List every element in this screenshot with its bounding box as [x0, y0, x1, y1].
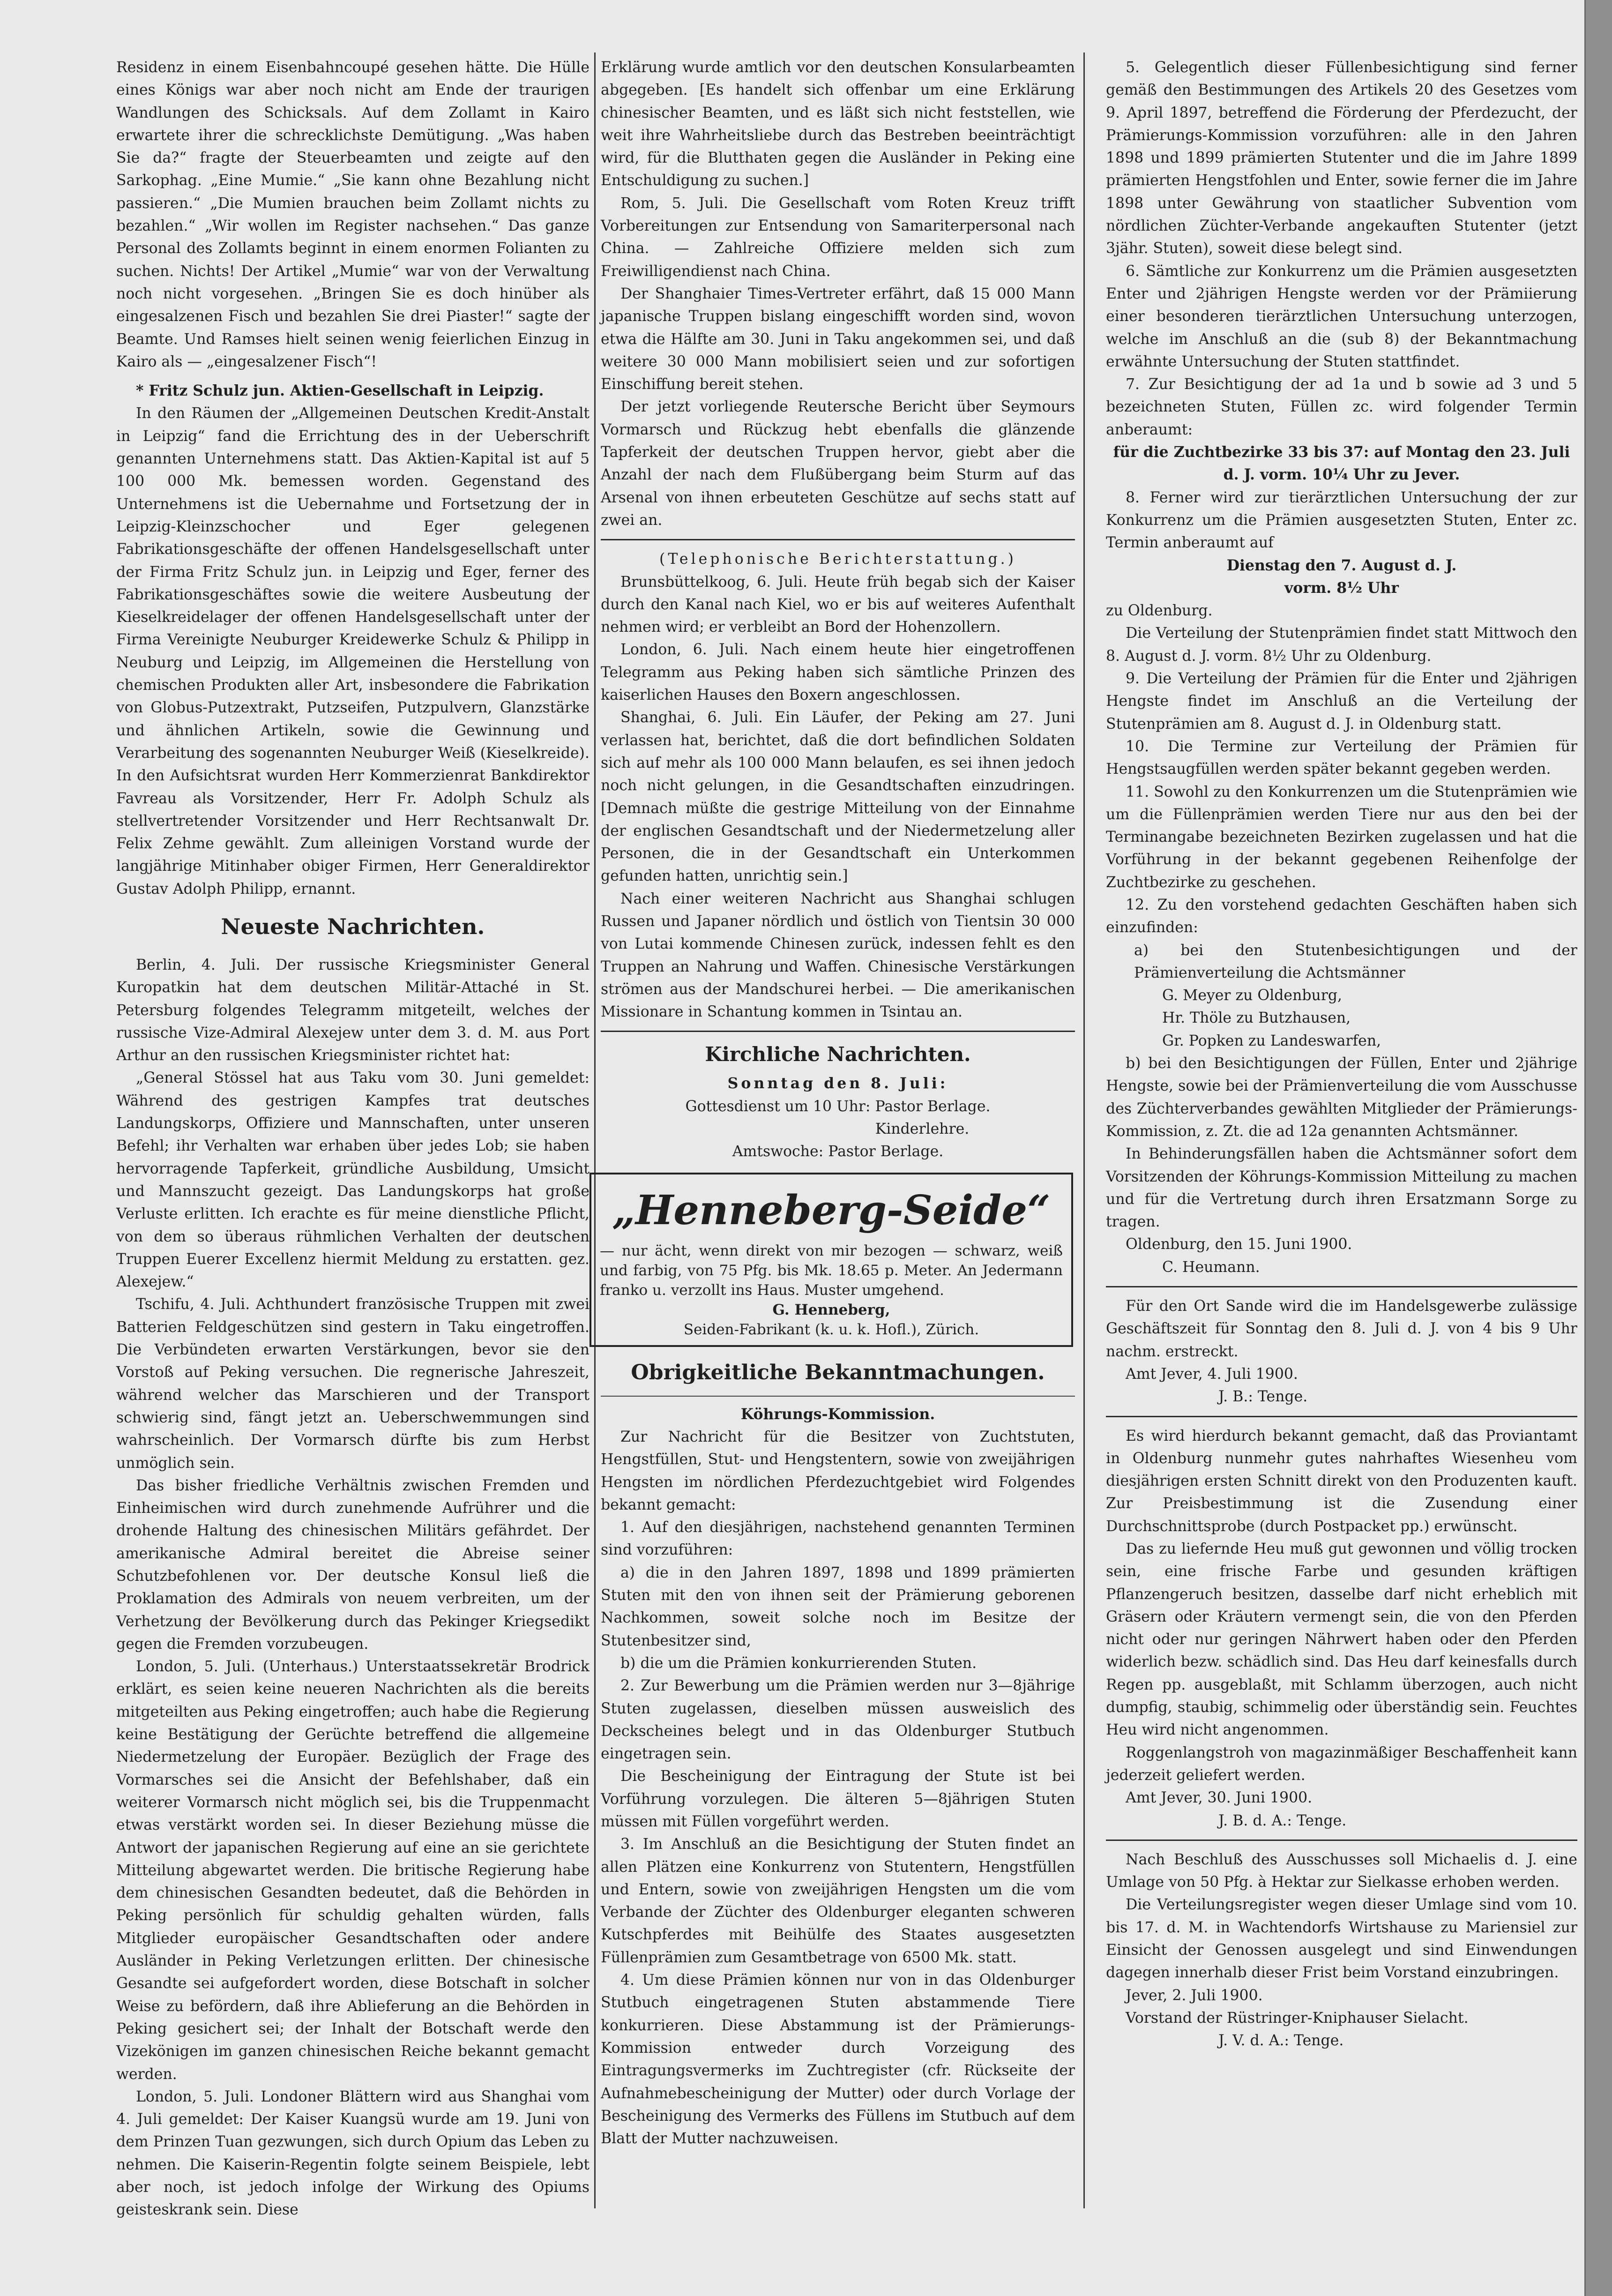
notice-8-place: zu Oldenburg.	[1106, 602, 1213, 620]
divider	[1106, 1840, 1577, 1841]
page-edge	[1584, 0, 1612, 2296]
ad-title: „Henneberg-Seide“	[612, 1186, 1051, 1234]
commission-heading: Köhrungs-Kommission.	[740, 1405, 935, 1423]
article-london-1: London, 5. Juli. (Unterhaus.) Unterstaatssekretär Brodrick erklärt, es seien keine neueren Nachrichten als die bereits mitgeteilten aus Peking eingetroffen; auch habe die Regierung keine Bestätigung der Gerüchte betreffend die allgemeine Niedermetzelung der Europäer. Bezüglich der Frage des Vormarsches sei die Ansicht der Befehlshaber, daß ein weiterer Vormarsch nicht möglich sei, bis die Truppenmacht etwas verstärkt worden sei. In dieser Beziehung müsse die Antwort der japanischen Regierung auf eine an sie gerichtete Mitteilung abgewartet werden. Die britische Regierung habe dem chinesischen Gesandten bedeutet, daß die Behörden in Peking persönlich für schuldig gehalten würden, falls Mitglieder europäischer Gesandtschaften oder andere Ausländer in Peking Verletzungen erlitten. Der chinesische Gesandte sei aufgefordert worden, diese Botschaft in solcher Weise zu befördern, daß ihre Ablieferung an die Behörden in Peking gesichert sei; der Inhalt der Botschaft werde den Vizekönigen im ganzen chinesischen Reiche bekannt gemacht werden.	[116, 1658, 590, 2083]
article-friedlich: Das bisher friedliche Verhältnis zwischen Fremden und Einheimischen wird durch zunehmende Aufrührer und die drohende Haltung des chinesischen Militärs gefährdet. Der amerikanische Admiral bereitet die Abreise seiner Schutzbefohlenen vor. Der deutsche Konsul ließ die Proklamation des Admirals von neuem verbreiten, um der Verhetzung der Bevölkerung durch das Pekinger Kriegsedikt gegen die Fremden vorzubeugen.	[116, 1477, 590, 1653]
name-thoele: Hr. Thöle zu Butzhausen,	[1162, 1010, 1351, 1027]
column-left	[116, 56, 590, 2221]
ad-text: — nur ächt, wenn direkt von mir bezogen — schwarz, weiß und farbig, von 75 Pfg. bis Mk. 18.65 p. Meter. An Jedermann franko u. verzollt ins Haus. Muster umgehend.	[600, 1242, 1063, 1299]
divider	[601, 539, 1075, 540]
article-shanghaier: Der Shanghaier Times-Vertreter erfährt, daß 15 000 Mann japanische Truppen bislang eingeschifft worden sind, wovon etwa die Hälfte am 30. Juni in Taku angekommen sei, und daß weitere 30 000 Mann mobilisiert seien und zur sofortigen Einschiffung bereit stehen.	[601, 285, 1075, 393]
notice-sign-4a: Vorstand der Rüstringer-Kniphauser Sielacht.	[1126, 2009, 1469, 2027]
section-heading-church: Kirchliche Nachrichten.	[705, 1043, 971, 1066]
article-continuation: Residenz in einem Eisenbahncoupé gesehen hätte. Die Hülle eines Königs war aber noch nicht am Ende der traurigen Wandlungen des Schicksals. Auf dem Zollamt in Kairo erwartete ihrer die schrecklichste Demütigung. „Was haben Sie da?“ fragte der Steuerbeamten und zeigte auf den Sarkophag. „Eine Mumie.“ „Sie kann ohne Bezahlung nicht passieren.“ „Die Mumien brauchen beim Zollamt nichts zu bezahlen.“ „Wir wollen im Register nachsehen.“ Das ganze Personal des Zollamts beginnt in einem enormen Folianten zu suchen. Nichts! Der Artikel „Mumie“ war von der Verwaltung noch nicht vorgesehen. „Bringen Sie es doch hinüber als eingesalzenen Fisch und bezahlen Sie drei Piaster!“ sagte der Beamte. Und Ramses hielt seinen wenig feierlichen Einzug in Kairo als — „eingesalzener Fisch“!	[116, 59, 590, 370]
ad-name: G. Henneberg,	[772, 1301, 890, 1318]
article-berlin: Berlin, 4. Juli. Der russische Kriegsminister General Kuropatkin hat dem deutschen Militär-Attaché in St. Petersburg folgendes Telegramm mitgeteilt, welches der russische Vize-Admiral Alexejew unter dem 3. d. M. aus Port Arthur an den russischen Kriegsminister richtet hat:	[116, 956, 590, 1064]
notice-date-3: Amt Jever, 30. Juni 1900.	[1126, 1789, 1313, 1807]
notice-sign-4b: J. V. d. A.: Tenge.	[1218, 2032, 1344, 2049]
column-middle	[601, 56, 1075, 2150]
notice-roggen: Roggenlangstroh von magazinmäßiger Beschaffenheit kann jederzeit geliefert werden.	[1106, 1744, 1577, 1784]
article-shanghai: Shanghai, 6. Juli. Ein Läufer, der Peking am 27. Juni verlassen hat, berichtet, daß die dort befindlichen Soldaten sich auf mehr als 100 000 Mann belaufen, es sei ihnen jedoch noch nicht gelungen, in die Gesandtschaften einzudringen. [Demnach müßte die gestrige Mitteilung von der Einnahme der englischen Gesandtschaft und der Niedermetzelung aller Personen, die in der Gesandtschaft ein Unterkommen gefunden hatten, unrichtig sein.]	[601, 709, 1075, 885]
notice-date-2: Amt Jever, 4. Juli 1900.	[1126, 1365, 1298, 1383]
notice-12b: b) bei den Besichtigungen der Füllen, Enter und 2jährige Hengste, sowie bei der Prämienverteilung die vom Ausschusse des Züchterverbandes gewählten Mitglieder der Prämierungs-Kommission, z. Zt. die ad 12a genannten Achtsmänner.	[1106, 1055, 1577, 1140]
divider	[1106, 1286, 1577, 1287]
notice-3: 3. Im Anschluß an die Besichtigung der Stuten findet an allen Plätzen eine Konkurrenz von Stutentern, Hengstfüllen und Entern, sowie von zweijährigen Hengsten um die vom Verbande der Züchter des Oldenburger eleganten schweren Kutschpferdes mit Beihülfe des Staates ausgesetzten Füllenprämien zum Gesamtbetrage von 6500 Mk. statt.	[601, 1836, 1075, 1966]
notice-1b: b) die um die Prämien konkurrierenden Stuten.	[620, 1654, 977, 1672]
notice-date-4: Jever, 2. Juli 1900.	[1126, 1987, 1263, 2004]
article-rom: Rom, 5. Juli. Die Gesellschaft vom Roten Kreuz trifft Vorbereitungen zur Entsendung von Samariterpersonal nach China. — Zahlreiche Offiziere melden sich zum Freiwilligendienst nach China.	[601, 194, 1075, 280]
notice-2b: Die Bescheinigung der Eintragung der Stute ist bei Vorführung vorzulegen. Die älteren 5—8jährigen Stuten müssen mit Füllen vorgeführt werden.	[601, 1768, 1075, 1830]
notice-intro: Zur Nachricht für die Besitzer von Zuchtstuten, Hengstfüllen, Stut- und Hengstentern, sowie von zweijährigen Hengsten im nördlichen Pferdezuchtgebiet wird Folgendes bekannt gemacht:	[601, 1428, 1075, 1513]
article-erklaerung: Erklärung wurde amtlich vor den deutschen Konsularbeamten abgegeben. [Es handelt sich offenbar um eine Erklärung chinesischer Beamten, und es läßt sich nicht feststellen, wie weit ihre Wahrheitsliebe durch das Bestreben beeinträchtigt wird, für die Blutthaten gegen die Ausländer in Peking eine Entschuldigung zu suchen.]	[601, 59, 1075, 189]
church-service: Gottesdienst um 10 Uhr: Pastor Berlage.	[685, 1098, 991, 1115]
article-nach: Nach einer weiteren Nachricht aus Shanghai schlugen Russen und Japaner nördlich und östlich von Tientsin 30 000 von Lutai kommende Chinesen zurück, indessen fehlt es den Truppen an Nahrung und Waffen. Chinesische Verstärkungen strömen aus der Mandschurei herbei. — Die amerikanischen Missionare in Schantung kommen in Tsintau an.	[601, 890, 1075, 1021]
church-sunday: Sonntag den 8. Juli:	[727, 1075, 948, 1092]
name-popken: Gr. Popken zu Landeswarfen,	[1162, 1032, 1381, 1049]
notice-10: 10. Die Termine zur Verteilung der Prämien für Hengstsaugfüllen werden später bekannt gegeben werden.	[1106, 738, 1577, 778]
article-reuter: Der jetzt vorliegende Reutersche Bericht über Seymours Vormarsch und Rückzug hebt ebenfalls die glänzende Tapferkeit der deutschen Truppen hervor, giebt aber die Anzahl der nach dem Flußübergang beim Sturm auf das Arsenal von ihnen erbeuteten Geschütze auf sechs statt auf zwei an.	[601, 398, 1075, 529]
divider	[1106, 1416, 1577, 1417]
advertisement-henneberg	[590, 1173, 1073, 1347]
notice-8-time: vorm. 8½ Uhr	[1284, 579, 1399, 597]
notice-sande: Für den Ort Sande wird die im Handelsgewerbe zulässige Geschäftszeit für Sonntag den 8. Juli d. J. von 4 bis 9 Uhr nachm. erstreckt.	[1106, 1298, 1577, 1360]
notice-12: 12. Zu den vorstehend gedachten Geschäften haben sich einzufinden:	[1106, 896, 1577, 936]
telephone-heading: (Telephonische Berichterstattung.)	[659, 551, 1016, 568]
notice-heu: Das zu liefernde Heu muß gut gewonnen und völlig trocken sein, eine frische Farbe und gesunden kräftigen Pflanzengeruch besitzen, dasselbe darf nicht erheblich mit Gräsern oder Kräutern vermengt sein, die von den Pferden nicht oder nur geringen Nährwert haben oder den Pferden widerlich bezw. schädlich sind. Das Heu darf keinesfalls durch Regen pp. ausgeblaßt, mit Schlamm überzogen, auch nicht dumpfig, staubig, schimmelig oder überständig sein. Feuchtes Heu wird nicht angenommen.	[1106, 1541, 1577, 1739]
notice-4: 4. Um diese Prämien können nur von in das Oldenburger Stutbuch eingetragenen Stuten abstammende Tiere konkurrieren. Diese Abstammung ist der Prämierungs-Kommission entweder durch Vorzeigung des Eintragungsvermerks im Zuchtregister (cfr. Rückseite der Aufnahmebescheinigung der Mutter) oder durch Vorlage der Bescheinigung des Vermerks des Füllens im Stutbuch auf dem Blatt der Mutter nachzuweisen.	[601, 1972, 1075, 2147]
column-right	[1106, 56, 1577, 2052]
notice-7-term: für die Zuchtbezirke 33 bis 37: auf Montag den 23. Juli d. J. vorm. 10¼ Uhr zu Jever.	[1113, 443, 1570, 484]
church-amtswoche: Amtswoche: Pastor Berlage.	[732, 1143, 944, 1160]
divider	[601, 1031, 1075, 1032]
notice-date-1: Oldenburg, den 15. Juni 1900.	[1126, 1236, 1352, 1253]
article-london-3: London, 6. Juli. Nach einem heute hier eingetroffenen Telegramm aus Peking haben sich sämtliche Prinzen des kaiserlichen Hauses den Boxern angeschlossen.	[601, 641, 1075, 704]
article-tschifu: Tschifu, 4. Juli. Achthundert französische Truppen mit zwei Batterien Feldgeschützen sind gestern in Taku eingetroffen. Die Verbündeten erwarten Verstärkungen, bevor sie den Vorstoß auf Peking versuchen. Die regnerische Jahreszeit, während welcher das Marschieren und der Transport schwierig sind, fängt jetzt an. Ueberschwemmungen sind wahrscheinlich. Der Vormarsch dürfte bis zum Herbst unmöglich sein.	[116, 1296, 590, 1472]
notice-1: 1. Auf den diesjährigen, nachstehend genannten Terminen sind vorzuführen:	[601, 1519, 1075, 1559]
column-divider	[1083, 52, 1085, 2208]
article-brunsbuettel: Brunsbüttelkoog, 6. Juli. Heute früh begab sich der Kaiser durch den Kanal nach Kiel, wo er bis auf weiteres Aufenthalt nehmen wird; er verbleibt an Bord der Hohenzollern.	[601, 573, 1075, 636]
article-stoessel: „General Stössel hat aus Taku vom 30. Juni gemeldet: Während des gestrigen Kampfes trat deutsches Landungskorps, Offiziere und Mannschaften, unter unseren Befehl; ihr Verhalten war erhaben über jedes Lob; sie haben hervorragende Tapferkeit, gründliche Ausbildung, Umsicht und Mannszucht gezeigt. Das Landungskorps hat große Verluste erlitten. Ich erachte es für meine dienstliche Pflicht, von dem so überaus rühmlichen Verhalten der deutschen Truppen Euerer Excellenz hiermit Meldung zu erstatten. gez. Alexejew.“	[116, 1069, 590, 1291]
notice-2: 2. Zur Bewerbung um die Prämien werden nur 3—8jährige Stuten zugelassen, dieselben müssen ausweislich des Deckscheines belegt und in das Oldenburger Stutbuch eingetragen sein.	[601, 1677, 1075, 1763]
article-london-2: London, 5. Juli. Londoner Blättern wird aus Shanghai vom 4. Juli gemeldet: Der Kaiser Kuangsü wurde am 19. Juni von dem Prinzen Tuan gezwungen, sich durch Opium das Leben zu nehmen. Die Kaiserin-Regentin folgte seinem Beispiele, lebt aber noch, ist jedoch infolge der Wirkung des Opiums geisteskrank sein. Diese	[116, 2088, 590, 2219]
notice-8-date: Dienstag den 7. August d. J.	[1226, 556, 1457, 574]
notice-11: 11. Sowohl zu den Konkurrenzen um die Stutenprämien wie um die Füllenprämien werden Tiere nur aus den bei der Terminangabe bezeichneten Bezirken zugelassen und hat die Vorführung in der bekannt gegebenen Reihenfolge der Zuchtbezirke zu geschehen.	[1106, 783, 1577, 891]
notice-sign-2: J. B.: Tenge.	[1218, 1388, 1308, 1406]
notice-sign-3: J. B. d. A.: Tenge.	[1218, 1812, 1347, 1829]
notice-12c: In Behinderungsfällen haben die Achtsmänner sofort dem Vorsitzenden der Köhrungs-Kommission Mitteilung zu machen und für die Vertretung durch ihren Ersatzmann Sorge zu tragen.	[1106, 1145, 1577, 1231]
article-schulz-heading: * Fritz Schulz jun. Aktien-Gesellschaft in Leipzig.	[136, 382, 544, 400]
section-heading-official: Obrigkeitliche Bekanntmachungen.	[631, 1360, 1045, 1384]
notice-register: Die Verteilungsregister wegen dieser Umlage sind vom 10. bis 17. d. M. in Wachtendorfs Wirtshause zu Mariensiel zur Einsicht der Genossen ausgelegt und sind Einwendungen dagegen innerhalb dieser Frist beim Vorstand einzubringen.	[1106, 1896, 1577, 1982]
notice-1a: a) die in den Jahren 1897, 1898 und 1899 prämierten Stuten mit den von ihnen seit der Prämierung geborenen Nachkommen, soweit solche noch im Besitze der Stutenbesitzer sind,	[601, 1564, 1075, 1649]
name-meyer: G. Meyer zu Oldenburg,	[1162, 987, 1343, 1004]
divider	[601, 1396, 1075, 1397]
column-divider	[594, 52, 596, 2208]
notice-6: 6. Sämtliche zur Konkurrenz um die Prämien ausgesetzten Enter und 2jährigen Hengste werden vor der Prämiierung einer besonderen tierärztlichen Untersuchung unterzogen, welche im Anschluß an die (sub 8) der Bekanntmachung erwähnte Untersuchung der Stuten stattfindet.	[1106, 262, 1577, 370]
notice-12a: a) bei den Stutenbesichtigungen und der Prämienverteilung die Achtsmänner	[1134, 942, 1577, 981]
notice-7: 7. Zur Besichtigung der ad 1a und b sowie ad 3 und 5 bezeichneten Stuten, Füllen zc. wird folgender Termin anberaumt:	[1106, 376, 1577, 438]
notice-michaelis: Nach Beschluß des Ausschusses soll Michaelis d. J. eine Umlage von 50 Pfg. à Hektar zur Sielkasse erhoben werden.	[1106, 1851, 1577, 1891]
notice-5: 5. Gelegentlich dieser Füllenbesichtigung sind ferner gemäß den Bestimmungen des Artikels 20 des Gesetzes vom 9. April 1897, betreffend die Förderung der Pferdezucht, der Prämierungs-Kommission vorzuführen: alle in den Jahren 1898 und 1899 prämierten Stutenter und die im Jahre 1899 prämierten Hengstfohlen und Enter, sowie ferner die im Jahre 1898 unter Gewährung von staatlicher Subvention vom nördlichen Züchter-Verbande angekauften Stutenter (jetzt 3jähr. Stuten), soweit diese belegt sind.	[1106, 59, 1577, 257]
article-schulz: In den Räumen der „Allgemeinen Deutschen Kredit-Anstalt in Leipzig“ fand die Errichtung des in der Ueberschrift genannten Unternehmens statt. Das Aktien-Kapital ist auf 5 100 000 Mk. bemessen worden. Gegenstand des Unternehmens ist die Uebernahme und Fortsetzung der in Leipzig-Kleinzschocher und Eger gelegenen Fabrikationsgeschäfte der offenen Handelsgesellschaft unter der Firma Fritz Schulz jun. in Leipzig und Eger, ferner des Fabrikationsgeschäftes sowie die weitere Ausbeutung der Kieselkreidelager der offenen Handelsgesellschaft unter der Firma Vereinigte Neuburger Kreidewerke Schulz & Philipp in Neuburg und Leipzig, im Allgemeinen die Herstellung von chemischen Produkten aller Art, insbesondere die Fabrikation von Globus-Putzextrakt, Putzseifen, Putzpulvern, Glanzstärke und ähnlichen Artikeln, sowie die Gewinnung und Verarbeitung des sogenannten Neuburger Weiß (Kieselkreide). In den Aufsichtsrat wurden Herr Kommerzienrat Bankdirektor Favreau als Vorsitzender, Herr Fr. Adolph Schulz als stellvertretender Vorsitzender und Herr Rechtsanwalt Dr. Felix Zehme gewählt. Zum alleinigen Vorstand wurde der langjährige Mitinhaber obiger Firmen, Herr Generaldirektor Gustav Adolph Philipp, ernannt.	[116, 405, 590, 897]
section-heading-news: Neueste Nachrichten.	[221, 913, 485, 939]
notice-proviant: Es wird hierdurch bekannt gemacht, daß das Proviantamt in Oldenburg nunmehr gutes nahrhaftes Wiesenheu vom diesjährigen ersten Schnitt direkt von den Produzenten kauft. Zur Preisbestimmung ist die Zusendung einer Durchschnittsprobe (durch Postpacket pp.) erwünscht.	[1106, 1427, 1577, 1535]
notice-sign-1: C. Heumann.	[1162, 1258, 1260, 1276]
notice-8: 8. Ferner wird zur tierärztlichen Untersuchung der zur Konkurrenz um die Prämien ausgesetzten Stuten, Enter zc. Termin anberaumt auf	[1106, 489, 1577, 552]
church-kinderlehre: Kinderlehre.	[875, 1121, 970, 1138]
notice-9: 9. Die Verteilung der Prämien für die Enter und 2jährigen Hengste findet im Anschluß an die Verteilung der Stutenprämien am 8. August d. J. in Oldenburg statt.	[1106, 670, 1577, 733]
notice-8b: Die Verteilung der Stutenprämien findet statt Mittwoch den 8. August d. J. vorm. 8½ Uhr zu Oldenburg.	[1106, 625, 1577, 665]
ad-firm: Seiden-Fabrikant (k. u. k. Hofl.), Zürich.	[683, 1321, 979, 1338]
